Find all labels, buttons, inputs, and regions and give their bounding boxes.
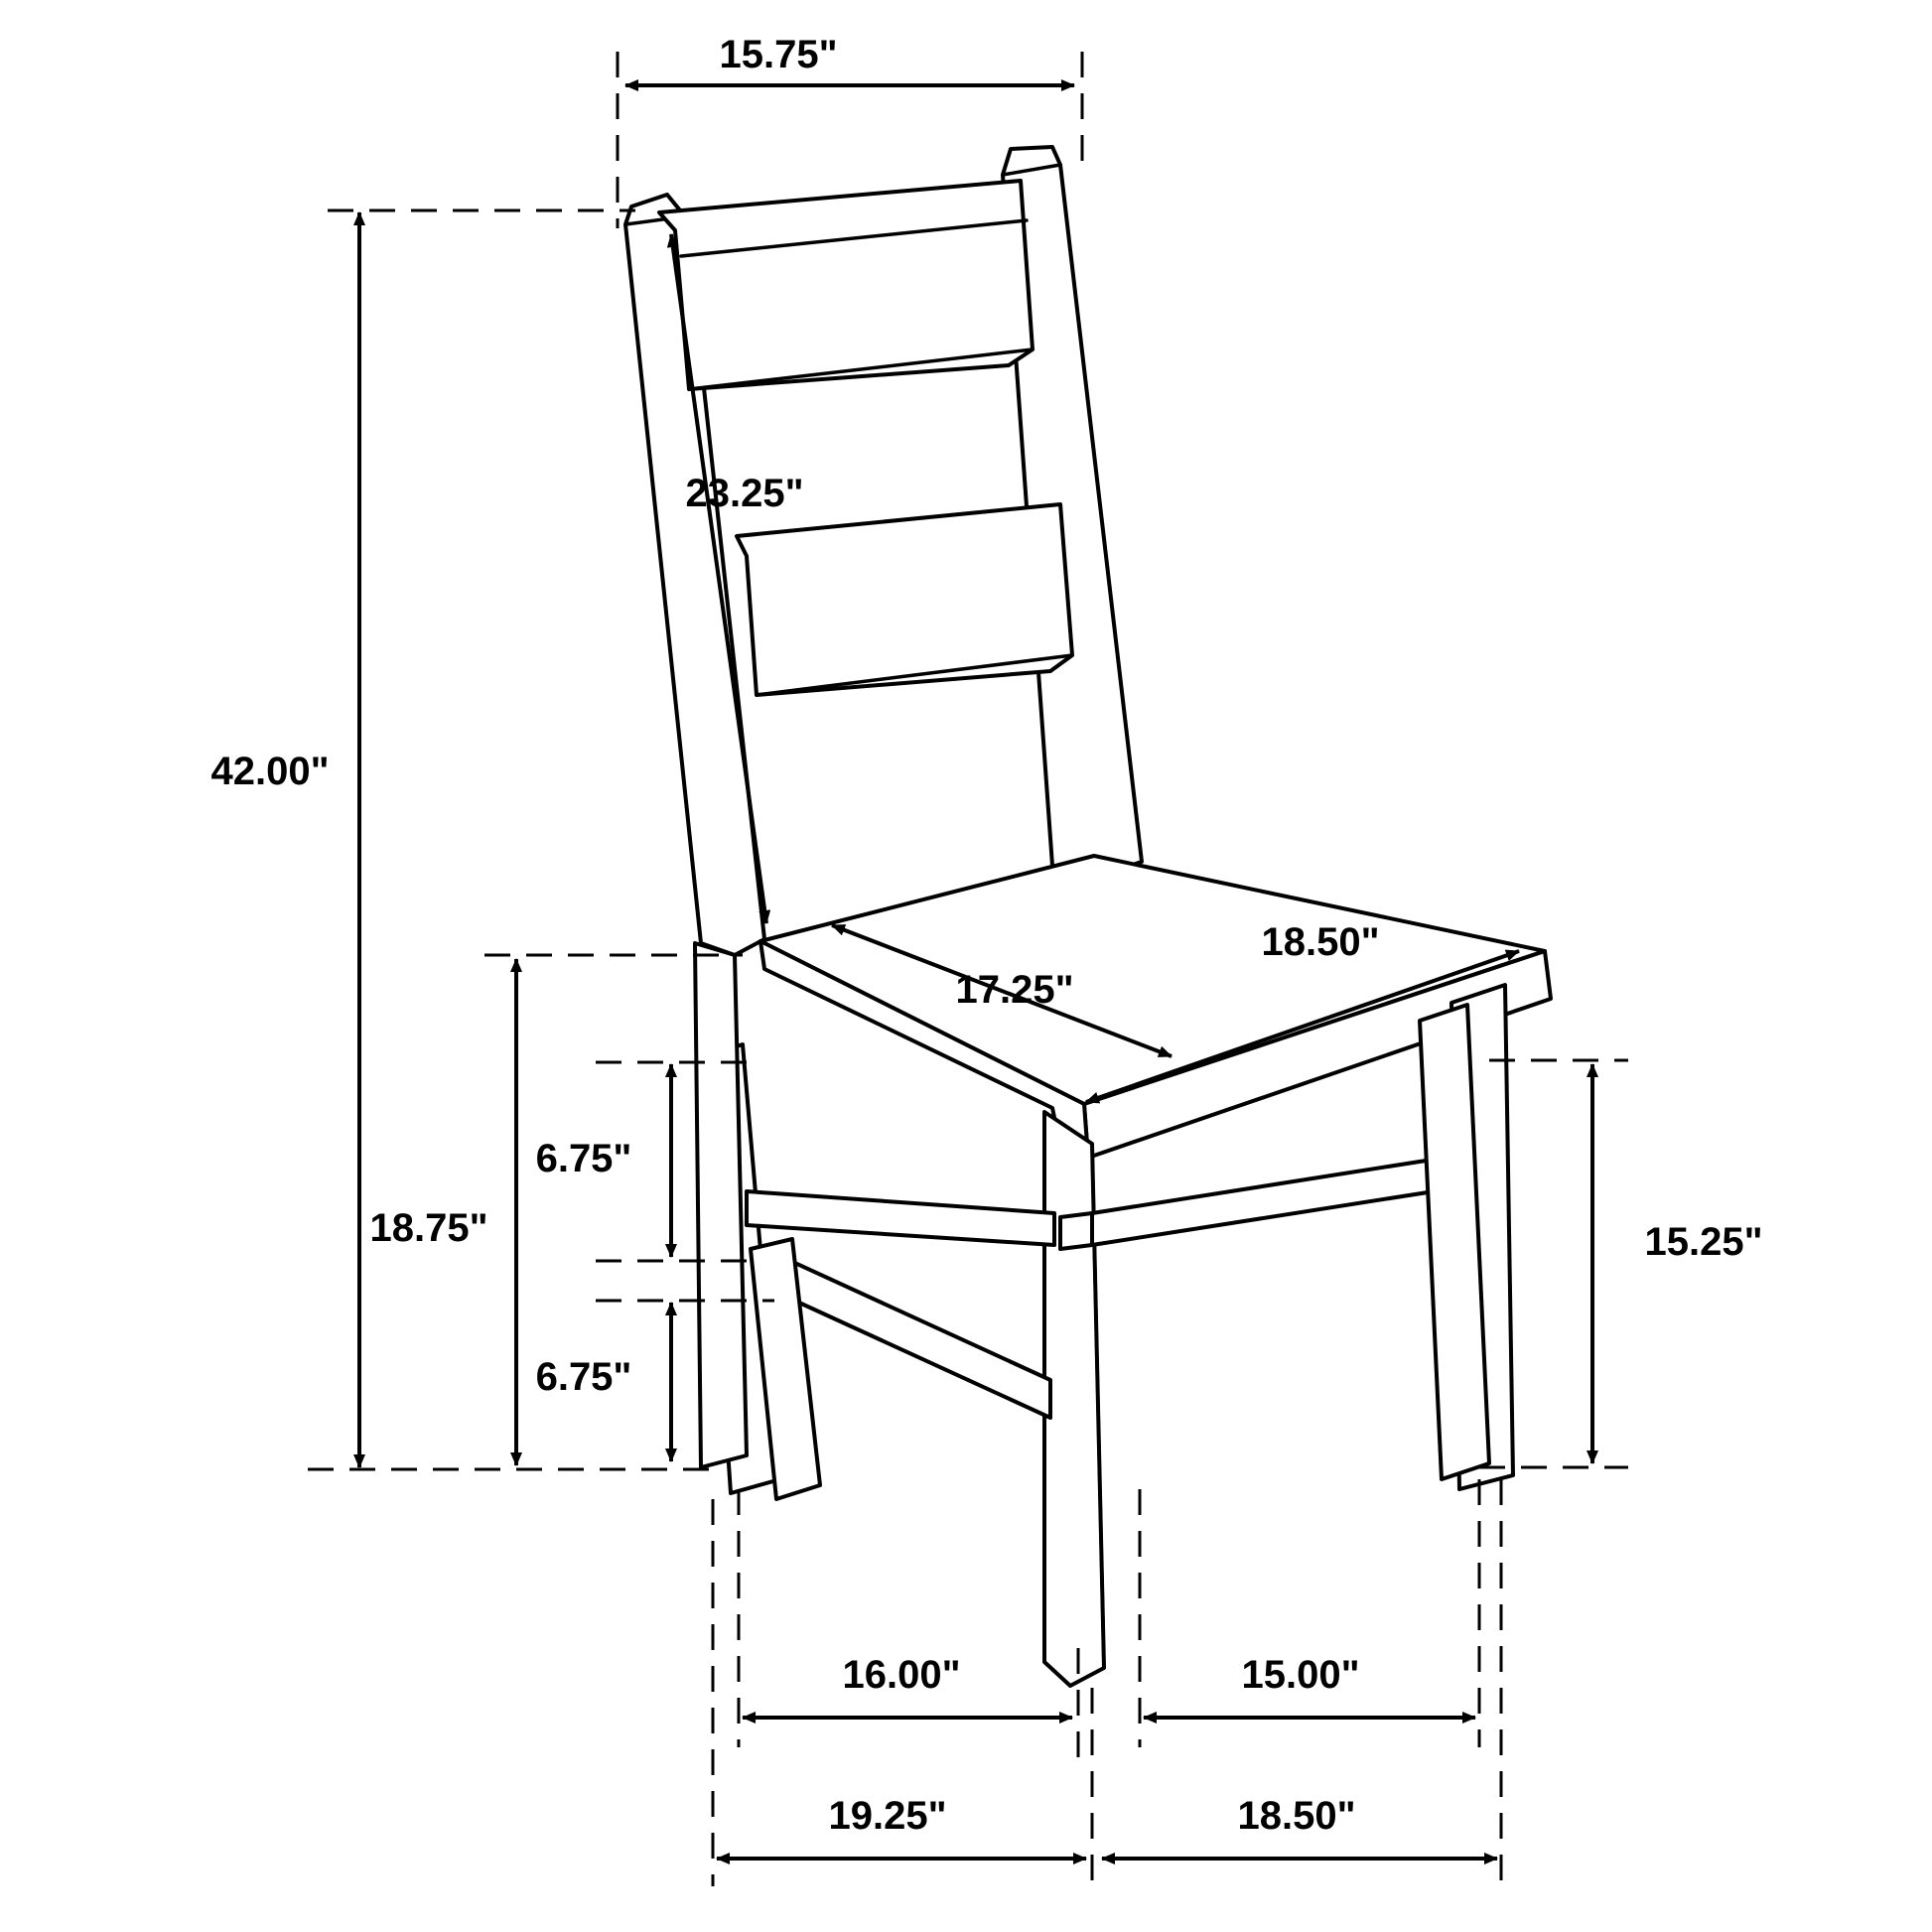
chair-stretcher-upper-right — [1092, 1156, 1459, 1245]
label-stretcher-lower-gap: 6.75" — [535, 1355, 632, 1399]
label-overall-width-right: 18.50" — [1237, 1794, 1356, 1838]
chair-leg-front-center — [1044, 1112, 1104, 1686]
label-seat-width-diagonal: 18.50" — [1261, 920, 1380, 964]
label-leg-span-front: 16.00" — [842, 1653, 961, 1697]
label-seat-height-left: 18.75" — [369, 1206, 488, 1250]
label-stretcher-upper-gap: 6.75" — [535, 1137, 632, 1180]
label-seat-height-right: 15.25" — [1644, 1220, 1763, 1264]
chair-stretcher-upper-joint — [1060, 1213, 1092, 1249]
label-back-height: 23.25" — [685, 472, 804, 515]
chair-top-slat — [659, 181, 1033, 389]
chair-back-post-lower — [695, 943, 747, 1467]
label-seat-depth: 17.25" — [955, 968, 1074, 1012]
chair-middle-slat — [737, 504, 1072, 695]
label-overall-height: 42.00" — [210, 750, 330, 793]
chair-stretcher-upper-left — [747, 1191, 1054, 1245]
label-seat-width-top: 15.75" — [719, 33, 838, 76]
label-leg-span-side: 15.00" — [1241, 1653, 1360, 1697]
label-overall-depth-left: 19.25" — [828, 1794, 947, 1838]
